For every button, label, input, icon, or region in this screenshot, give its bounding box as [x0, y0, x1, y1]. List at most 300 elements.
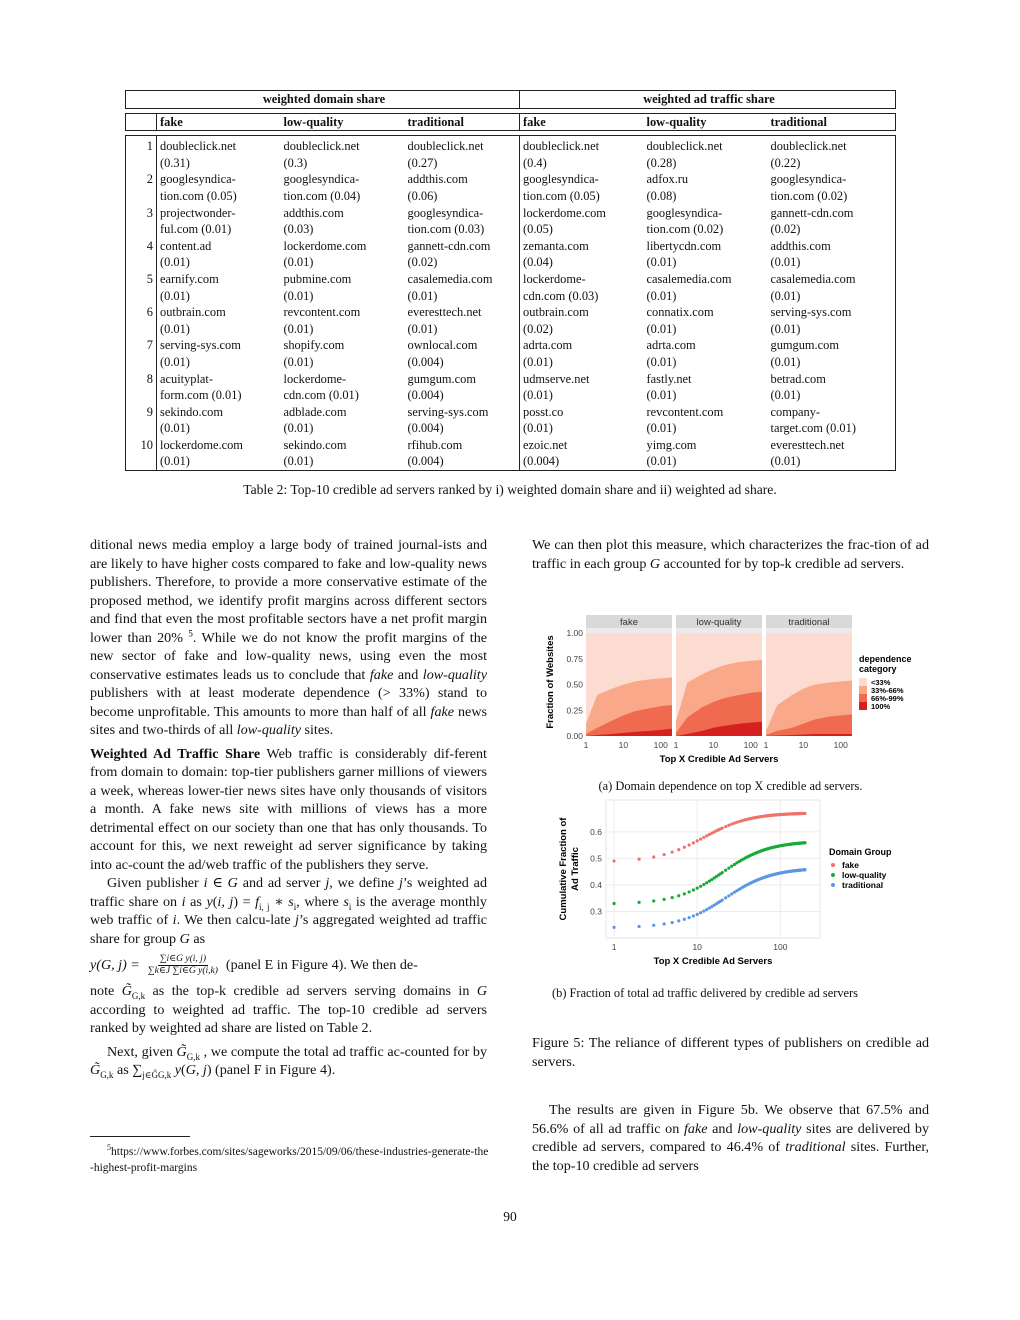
table-cell: everesttech.net [768, 437, 896, 454]
data-point-low-quality [663, 898, 666, 901]
table-cell: tion.com (0.03) [407, 222, 485, 237]
rank-cell [126, 321, 157, 338]
table-cell: sekindo.com [160, 404, 223, 419]
text-run: G [227, 875, 238, 891]
rank-cell: 6 [126, 304, 157, 321]
data-point-low-quality [721, 871, 724, 874]
left-column [90, 536, 487, 1080]
table-cell: (0.01) [520, 354, 644, 371]
table-cell: (0.01) [768, 387, 896, 404]
legend-title: Domain Group [829, 847, 892, 857]
legend-label: 100% [871, 702, 891, 711]
table-cell: (0.08) [646, 188, 677, 203]
table-cell: form.com (0.01) [160, 388, 242, 403]
text-run: G,k [100, 1069, 114, 1080]
y-axis-label: Cumulative Fraction of [558, 817, 569, 921]
table-cell: googlesyndica- [283, 172, 360, 187]
table-cell: libertycdn.com [646, 238, 722, 253]
text-run: i, j [217, 893, 234, 910]
formula-denominator: ∑k∈J ∑i∈G y(i,k) [147, 965, 218, 976]
table-cell: casalemedia.com [407, 271, 493, 286]
data-point-low-quality [699, 885, 702, 888]
data-point-traditional [702, 910, 705, 913]
table-cell: earnify.com [160, 271, 219, 286]
table-cell: (0.27) [407, 155, 438, 170]
data-point-fake [677, 848, 680, 851]
footnote-url[interactable]: https://www.forbes.com/sites/sageworks/2015/09/06/these-industries-generate-the-highest-profit-margins [90, 1145, 489, 1174]
x-tick-label: 100 [653, 740, 668, 750]
data-point-fake [699, 837, 702, 840]
legend-label: 66%-99% [871, 694, 904, 703]
text-run: fake [683, 1120, 708, 1137]
data-point-low-quality [683, 892, 686, 895]
text-run: low-quality [422, 666, 487, 683]
data-point-fake [663, 853, 666, 856]
table-cell: gumgum.com [407, 371, 476, 386]
table-cell: (0.02) [768, 221, 896, 238]
table-cell: doubleclick.net [644, 136, 768, 155]
table-cell: googlesyndica- [160, 172, 236, 187]
table-cell: (0.01) [520, 387, 644, 404]
table-cell: (0.3) [283, 155, 308, 170]
facet-label: fake [620, 617, 638, 628]
x-tick-label: 1 [673, 740, 679, 750]
formula-lhs: y(G, j) = [90, 956, 140, 973]
text-run: The results are given in Figure 5b. We observe that 67.5% and 56.6% of all ad traffic on [532, 1102, 929, 1137]
table-cell: serving-sys.com [407, 404, 489, 419]
table-cell: zemanta.com [520, 238, 644, 255]
text-run: sites. Further, the top-10 credible ad servers [532, 1139, 930, 1174]
data-point-traditional [724, 896, 727, 899]
facet-label: low-quality [696, 617, 742, 628]
table-2 [125, 90, 896, 471]
data-point-low-quality [637, 901, 640, 904]
data-point-fake [688, 843, 691, 846]
text-run: i [181, 893, 186, 910]
y-axis-label: Ad Traffic [570, 847, 581, 891]
text-run: , we compute the total ad traffic ac-counted for by [199, 1043, 487, 1060]
x-axis-label: Top X Credible Ad Servers [659, 754, 779, 765]
data-point-low-quality [696, 887, 699, 890]
text-run: j [399, 875, 403, 891]
table-cell: tion.com (0.05) [520, 188, 644, 205]
data-point-low-quality [727, 867, 730, 870]
table-cell: shopify.com [283, 338, 345, 353]
table-cell: cdn.com (0.03) [520, 288, 644, 305]
text-run: Web traffic is considerably dif-ferent from domain to domain: top-tier publishers garner millions of viewers a week, whereas lower-tier news sites have only thousands of visitors a month. A fake news site with millions of views has a more detrimental effect on our society than one that has only thousands. To account for this, we next reweight ad server significance by taking into ac-count the ad/web traffic of the publishers they serve. [90, 745, 487, 873]
table-cell: ownlocal.com [407, 338, 478, 353]
text-run: ∗ [269, 893, 289, 910]
text-run: i [172, 912, 177, 928]
table-cell: lockerdome- [520, 271, 644, 288]
data-point-fake [637, 858, 640, 861]
data-point-low-quality [705, 881, 708, 884]
table-cell: (0.01) [160, 354, 190, 369]
y-tick-label: 0.5 [590, 853, 602, 864]
col-header-trad-traffic: traditional [768, 113, 896, 131]
table-cell: tion.com (0.02) [646, 222, 724, 237]
table-cell: (0.01) [281, 453, 405, 470]
rank-cell: 10 [126, 437, 157, 454]
text-run: Weighted Ad Traffic Share [90, 745, 261, 762]
text-run: Next, given [107, 1043, 177, 1060]
formula-rest: (panel E in Figure 4). We then de- [225, 956, 418, 973]
text-run: accounted for by top-k credible ad servers. [660, 555, 905, 572]
legend-marker [831, 883, 835, 887]
table-cell: adrta.com [520, 337, 644, 354]
table-cell: casalemedia.com [768, 271, 896, 288]
table-cell: adfox.ru [646, 172, 689, 187]
rank-cell: 2 [126, 171, 157, 188]
data-point-traditional [677, 919, 680, 922]
table-cell: (0.01) [283, 288, 314, 303]
x-tick-label: 1 [763, 740, 769, 750]
x-tick-label: 1 [611, 942, 617, 952]
table-body [126, 136, 896, 471]
table-cell: (0.01) [157, 453, 281, 470]
text-run: and [393, 666, 423, 683]
legend-swatch [859, 678, 867, 686]
rank-cell [126, 188, 157, 205]
table-cell: (0.01) [646, 388, 677, 403]
table-cell: content.ad [160, 238, 212, 253]
data-point-traditional [671, 921, 674, 924]
text-run: ’s weighted ad traffic share on [90, 875, 487, 910]
table-cell: gannett-cdn.com [768, 205, 896, 222]
table-cell: acuityplat- [160, 371, 213, 386]
y-axis-label: Fraction of Websites [545, 635, 556, 729]
y-tick-label: 0.75 [566, 653, 583, 664]
group-header-ad-traffic-share: weighted ad traffic share [520, 91, 896, 109]
text-run: as the top-k credible ad servers serving domains in [145, 983, 477, 999]
rank-cell [126, 453, 157, 470]
figure-5a-area-chart [540, 610, 930, 770]
rank-header [126, 113, 157, 131]
text-run: low-quality [737, 1120, 802, 1137]
table-cell: (0.02) [520, 321, 644, 338]
text-run: . While we do not know the profit margins of the new sector of fake and low-quality news, using even the most conservative estimates leads us to conclude that [90, 629, 487, 683]
table-cell: udmserve.net [520, 371, 644, 388]
x-tick-label: 10 [798, 740, 809, 750]
table-cell: (0.01) [646, 255, 677, 270]
x-tick-label: 10 [708, 740, 719, 750]
table-cell: rfihub.com [407, 437, 463, 452]
col-header-fake-domain: fake [157, 113, 281, 131]
data-point-low-quality [652, 899, 655, 902]
legend-title: dependence [859, 654, 912, 664]
x-tick-label: 1 [583, 740, 589, 750]
legend-label: traditional [842, 880, 884, 890]
text-run: s [343, 893, 349, 910]
table-cell: (0.01) [520, 420, 644, 437]
table-cell: cdn.com (0.01) [283, 388, 359, 403]
figure-5a-caption: (a) Domain dependence on top X credible ad servers. [598, 779, 863, 793]
text-run: s [288, 893, 294, 910]
text-run: note [90, 983, 122, 999]
table-cell: betrad.com [768, 371, 896, 388]
figure-5-caption: Figure 5: The reliance of different types of publishers on credible ad servers. [532, 1035, 929, 1070]
table-cell: (0.01) [160, 421, 190, 436]
text-run: traditional [785, 1139, 846, 1155]
text-run: Given publisher [107, 875, 204, 891]
table-cell: googlesyndica- [407, 205, 484, 220]
table-cell: (0.01) [768, 254, 896, 271]
data-point-fake [702, 836, 705, 839]
text-run: G̃ [176, 1043, 187, 1060]
text-run: and ad server [237, 875, 326, 891]
table-cell: connatix.com [646, 305, 714, 320]
col-header-lowq-traffic: low-quality [644, 113, 768, 131]
text-run: sites. [301, 722, 334, 738]
data-point-fake [721, 826, 724, 829]
x-tick-label: 10 [618, 740, 629, 750]
text-run: i [348, 901, 352, 912]
text-run: ditional news media employ a large body of trained journal-ists and are likely to have higher costs compared to fake and low-quality news publishers. Therefore, to provide a more conservative estimate of the proposed method, we identify profit margins across different sectors and find that even the most profitable sectors have a net profit margin lower than 20% [90, 537, 487, 646]
table-cell: doubleclick.net [520, 136, 644, 155]
legend-swatch [859, 702, 867, 710]
table-cell: lockerdome.com [520, 205, 644, 222]
table-cell: addthis.com [283, 205, 344, 220]
text-run: publishers with at least moderate dependence (> 33%) stand to become unprofitable. This amounts to more than half of all [90, 685, 487, 720]
text-run: j [325, 875, 330, 891]
table-cell: googlesyndica- [768, 171, 896, 188]
text-run: G̃ [90, 1062, 101, 1078]
data-point-low-quality [692, 888, 695, 891]
rank-cell: 8 [126, 371, 157, 388]
table-cell: doubleclick.net [157, 136, 281, 155]
formula [90, 948, 487, 982]
table-cell: (0.01) [768, 354, 896, 371]
table-cell: (0.01) [644, 453, 768, 470]
text-run: i [203, 875, 208, 891]
footnote-rule [90, 1136, 190, 1137]
plot-background [606, 800, 820, 938]
text-run: ∈ [207, 875, 228, 891]
col-header-fake-traffic: fake [520, 113, 644, 131]
text-run: i, j [259, 901, 270, 912]
page-number: 90 [503, 1209, 517, 1224]
table-cell: (0.01) [407, 321, 438, 336]
text-run: ’s aggregated weighted ad traffic share for group [90, 912, 487, 947]
paragraph [90, 982, 487, 1038]
x-axis-label: Top X Credible Ad Servers [653, 956, 773, 967]
rank-cell [126, 155, 157, 172]
formula-fraction [148, 954, 218, 977]
table-cell: (0.01) [160, 321, 190, 336]
text-run: as ∑ [113, 1062, 143, 1078]
text-run: low-quality [236, 722, 301, 738]
table-cell: revcontent.com [646, 404, 724, 419]
data-point-low-quality [724, 869, 727, 872]
rank-cell: 9 [126, 404, 157, 421]
footnote-mark: 5 [107, 1143, 111, 1152]
y-tick-label: 1.00 [566, 628, 583, 639]
text-run: sites are delivered by credible ad servers, compared to 46.4% of [532, 1120, 929, 1155]
text-run: ) = [233, 893, 256, 910]
y-tick-label: 0.50 [566, 679, 583, 690]
text-run: y [174, 1062, 181, 1078]
table-cell: (0.22) [768, 155, 896, 172]
legend-label: fake [842, 860, 860, 870]
data-point-fake [724, 825, 727, 828]
data-point-traditional [637, 925, 640, 928]
table-cell: posst.co [520, 404, 644, 421]
table-cell: (0.4) [520, 155, 644, 172]
table-cell: fastly.net [646, 371, 692, 386]
text-run: ( [181, 1062, 186, 1078]
data-point-traditional [663, 922, 666, 925]
table-cell: pubmine.com [283, 271, 352, 286]
table-cell: (0.01) [768, 321, 896, 338]
table-cell: adblade.com [283, 404, 347, 419]
text-run: i [293, 901, 297, 912]
table-cell: lockerdome.com [160, 437, 243, 452]
data-point-traditional [730, 892, 733, 895]
figure-5b-caption: (b) Fraction of total ad traffic delivered by credible ad servers [552, 986, 858, 1000]
formula-numerator: ∑i∈G y(i, j) [159, 953, 206, 964]
x-tick-label: 100 [833, 740, 848, 750]
data-point-traditional [688, 916, 691, 919]
table-cell: doubleclick.net [405, 136, 520, 155]
figure-5b-scatter-chart [550, 795, 930, 975]
data-point-low-quality [671, 896, 674, 899]
table-cell: tion.com (0.05) [160, 188, 237, 203]
table-cell: (0.31) [160, 155, 190, 170]
text-run: . We then calcu-late [176, 912, 296, 928]
paragraph [532, 1101, 929, 1175]
rank-cell: 7 [126, 337, 157, 354]
text-run: is the average monthly web traffic of [90, 893, 487, 928]
table-cell: addthis.com [768, 238, 896, 255]
table-cell: doubleclick.net [768, 136, 896, 155]
text-run: We can then plot this measure, which characterizes the frac-tion of ad traffic in each group [532, 537, 929, 572]
text-run: as [189, 930, 206, 947]
table-cell: (0.01) [283, 421, 314, 436]
table-cell: (0.004) [407, 421, 444, 436]
text-run: fake [369, 666, 394, 683]
text-run: and [707, 1120, 738, 1137]
data-point-low-quality [612, 902, 615, 905]
table-cell: lockerdome.com [283, 238, 367, 253]
table-cell: sekindo.com [283, 437, 347, 452]
text-run: G [476, 983, 487, 999]
table-cell: (0.004) [407, 388, 444, 403]
y-tick-label: 0.4 [590, 879, 602, 890]
text-run: , we define [329, 875, 399, 891]
text-run: , where [296, 893, 344, 910]
table-cell: target.com (0.01) [768, 420, 896, 437]
table-cell: casalemedia.com [646, 271, 732, 286]
table-cell: (0.01) [283, 255, 314, 270]
data-point-traditional [696, 913, 699, 916]
table-cell: revcontent.com [283, 305, 361, 320]
table-cell: tion.com (0.04) [283, 188, 361, 203]
text-run: G̃ [121, 983, 132, 999]
table-cell: everesttech.net [407, 305, 482, 320]
data-point-traditional [727, 894, 730, 897]
table-cell: tion.com (0.02) [768, 188, 896, 205]
data-point-low-quality [702, 883, 705, 886]
text-run: y [206, 893, 213, 910]
legend-swatch [859, 694, 867, 702]
table-cell: (0.004) [520, 453, 644, 470]
table-cell: (0.01) [160, 255, 190, 270]
text-run: j∈G̃G,k [142, 1069, 172, 1080]
data-point-traditional [683, 918, 686, 921]
rank-cell [126, 354, 157, 371]
footnote [90, 1140, 490, 1176]
table-cell: (0.01) [646, 288, 677, 303]
rank-cell: 5 [126, 271, 157, 288]
col-header-trad-domain: traditional [405, 113, 520, 131]
table-cell: (0.01) [768, 453, 896, 470]
table-cell: outbrain.com [520, 304, 644, 321]
text-run: G,k [131, 990, 146, 1001]
legend-label: 33%-66% [871, 686, 904, 695]
table-cell: serving-sys.com [768, 304, 896, 321]
table-cell: lockerdome- [283, 371, 347, 386]
text-run: according to weighted ad traffic. The top-10 credible ad servers ranked by weighted ad share are listed on Table 2. [90, 1001, 487, 1036]
paragraph [90, 1043, 487, 1080]
data-point-traditional [721, 898, 724, 901]
table-cell: (0.01) [768, 288, 896, 305]
rank-cell [126, 420, 157, 437]
paragraph [90, 745, 487, 875]
facet-label: traditional [788, 617, 830, 628]
legend-marker [831, 863, 835, 867]
table-cell: (0.004) [407, 354, 444, 369]
rank-cell: 3 [126, 205, 157, 222]
text-run: j [295, 912, 299, 928]
table-cell: ful.com (0.01) [160, 222, 232, 237]
data-point-traditional [699, 911, 702, 914]
data-point-fake [652, 855, 655, 858]
data-point-traditional [652, 924, 655, 927]
y-tick-label: 0.25 [566, 705, 583, 716]
text-run: G,k [186, 1051, 200, 1062]
text-run: G [649, 555, 661, 572]
col-header-lowq-domain: low-quality [281, 113, 405, 131]
data-point-low-quality [803, 841, 806, 844]
legend-swatch [859, 686, 867, 694]
data-point-fake [696, 839, 699, 842]
table-cell: serving-sys.com [160, 338, 241, 353]
rank-cell: 1 [126, 136, 157, 155]
text-run: G, j [185, 1062, 207, 1078]
table-cell: company- [768, 404, 896, 421]
text-run: ( [212, 893, 218, 910]
data-point-fake [683, 846, 686, 849]
table-cell: (0.01) [646, 354, 677, 369]
text-run: f [255, 893, 260, 910]
legend-label: <33% [871, 678, 891, 687]
text-run: ) (panel F in Figure 4). [206, 1062, 336, 1078]
data-point-fake [803, 812, 806, 815]
table-cell: outbrain.com [160, 305, 226, 320]
table-cell: gannett-cdn.com [407, 238, 491, 253]
x-tick-label: 10 [692, 942, 702, 952]
data-point-traditional [692, 914, 695, 917]
table-cell: (0.01) [160, 288, 190, 303]
table-cell: (0.01) [283, 321, 314, 336]
table-cell: googlesyndica- [646, 205, 723, 220]
text-run: news sites and two-thirds of all [90, 703, 487, 738]
legend-label: low-quality [842, 870, 887, 880]
table-caption: Table 2: Top-10 credible ad servers ranked by i) weighted domain share and ii) weighted ad share. [243, 482, 777, 497]
data-point-traditional [803, 868, 806, 871]
table-cell: (0.004) [405, 453, 520, 470]
table-cell: (0.01) [407, 288, 438, 303]
